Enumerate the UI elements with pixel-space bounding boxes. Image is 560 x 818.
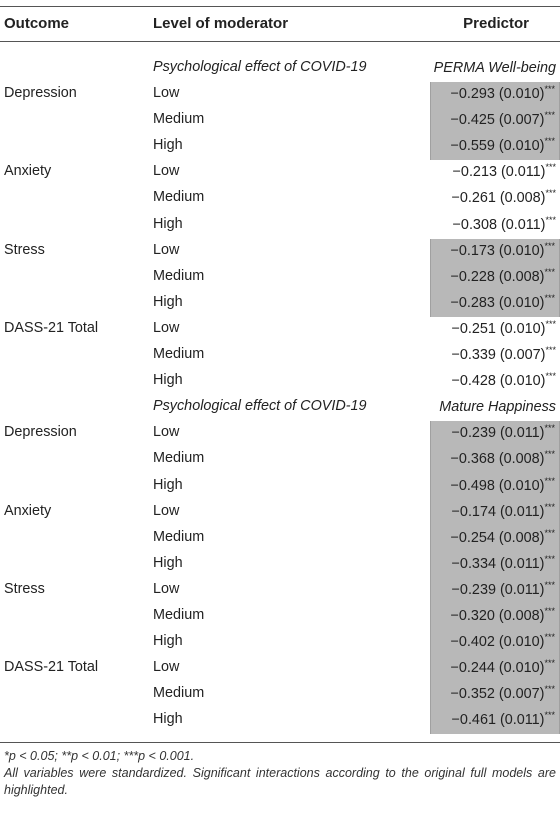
predictor-cell	[430, 160, 560, 186]
significance-stars: ***	[544, 632, 555, 643]
table-row	[0, 421, 560, 447]
predictor-cell	[430, 134, 560, 160]
level-cell: Medium	[153, 346, 205, 363]
coefficient-value: −0.228 (0.008)	[450, 268, 545, 285]
table-row	[0, 604, 560, 630]
significance-stars: ***	[544, 475, 555, 486]
coefficient-value: −0.239 (0.011)	[451, 425, 545, 442]
significance-stars: ***	[544, 553, 555, 564]
table-row	[0, 317, 560, 343]
table-row	[0, 500, 560, 526]
predictor-cell	[430, 552, 560, 578]
coefficient-value: −0.308 (0.011)	[452, 216, 546, 233]
table-row	[0, 552, 560, 578]
coefficient-value: −0.213 (0.011)	[452, 164, 546, 181]
outcome-cell: Anxiety	[4, 163, 52, 180]
table-notes	[4, 748, 556, 799]
level-cell: Medium	[153, 450, 205, 467]
table-row	[0, 526, 560, 552]
significance-stars: ***	[545, 188, 556, 199]
predictor-cell	[430, 630, 560, 656]
significance-stars: ***	[544, 136, 555, 147]
predictor-cell	[430, 213, 560, 239]
level-cell: High	[153, 711, 183, 728]
table-row	[0, 291, 560, 317]
level-cell: Low	[153, 85, 180, 102]
predictor-cell	[430, 447, 560, 473]
section-row	[0, 56, 560, 82]
level-cell: Medium	[153, 528, 205, 545]
coefficient-value: −0.261 (0.008)	[451, 190, 546, 207]
table-row	[0, 160, 560, 186]
predictor-cell	[430, 578, 560, 604]
significance-stars: ***	[544, 293, 555, 304]
coefficient-value: −0.425 (0.007)	[450, 112, 545, 129]
outcome-cell: DASS-21 Total	[4, 319, 99, 336]
table-row	[0, 213, 560, 239]
coefficient-value: −0.402 (0.010)	[450, 634, 545, 651]
outcome-cell: Depression	[4, 424, 77, 441]
table-row	[0, 578, 560, 604]
level-cell: Medium	[153, 111, 205, 128]
significance-stars: ***	[544, 423, 555, 434]
significance-stars: ***	[545, 345, 556, 356]
significance-stars: ***	[545, 319, 556, 330]
coefficient-value: −0.239 (0.011)	[451, 581, 545, 598]
outcome-cell: Anxiety	[4, 502, 52, 519]
significance-stars: ***	[545, 162, 556, 173]
level-cell: High	[153, 372, 183, 389]
significance-stars: ***	[544, 501, 555, 512]
level-cell: Low	[153, 319, 180, 336]
significance-stars: ***	[544, 266, 555, 277]
significance-stars: ***	[544, 710, 555, 721]
significance-stars: ***	[544, 580, 555, 591]
level-cell: High	[153, 633, 183, 650]
level-cell: High	[153, 215, 183, 232]
level-cell: High	[153, 554, 183, 571]
bottom-rule	[0, 742, 560, 743]
table-row	[0, 134, 560, 160]
coefficient-value: −0.498 (0.010)	[450, 477, 545, 494]
coefficient-value: −0.283 (0.010)	[450, 294, 545, 311]
table-row	[0, 369, 560, 395]
predictor-cell	[430, 656, 560, 682]
level-cell: Low	[153, 424, 180, 441]
coefficient-value: −0.334 (0.011)	[451, 555, 545, 572]
level-cell: Medium	[153, 189, 205, 206]
significance-stars: ***	[544, 527, 555, 538]
description-note: All variables were standardized. Significant interactions according to the original full models are highlighted.	[4, 766, 556, 797]
level-cell: Medium	[153, 267, 205, 284]
table-row	[0, 108, 560, 134]
significance-stars: ***	[544, 240, 555, 251]
significance-stars: ***	[544, 684, 555, 695]
header-outcome: Outcome	[4, 15, 70, 32]
level-cell: Medium	[153, 685, 205, 702]
predictor-cell	[430, 421, 560, 447]
coefficient-value: −0.320 (0.008)	[450, 607, 545, 624]
predictor-cell	[430, 82, 560, 108]
significance-stars: ***	[545, 371, 556, 382]
coefficient-value: −0.293 (0.010)	[450, 86, 545, 103]
table-row	[0, 186, 560, 212]
level-cell: High	[153, 476, 183, 493]
table-row	[0, 239, 560, 265]
predictor-cell	[430, 108, 560, 134]
predictor-cell	[430, 500, 560, 526]
outcome-cell: Depression	[4, 85, 77, 102]
significance-stars: ***	[544, 658, 555, 669]
significance-stars: ***	[545, 214, 556, 225]
predictor-cell	[430, 526, 560, 552]
predictor-cell	[430, 317, 560, 343]
predictor-cell	[430, 343, 560, 369]
predictor-cell	[430, 474, 560, 500]
coefficient-value: −0.428 (0.010)	[451, 373, 546, 390]
header-predictor: Predictor	[463, 15, 529, 32]
level-cell: High	[153, 293, 183, 310]
coefficient-value: −0.559 (0.010)	[450, 138, 545, 155]
level-cell: Medium	[153, 606, 205, 623]
coefficient-value: −0.339 (0.007)	[451, 347, 546, 364]
predictor-cell	[430, 239, 560, 265]
table-row	[0, 682, 560, 708]
coefficient-value: −0.173 (0.010)	[450, 242, 545, 259]
section-moderator: Psychological effect of COVID-19	[153, 398, 367, 415]
table-row	[0, 82, 560, 108]
header-level: Level of moderator	[153, 15, 289, 32]
level-cell: Low	[153, 502, 180, 519]
predictor-cell	[430, 291, 560, 317]
coefficient-value: −0.244 (0.010)	[450, 660, 545, 677]
table-row	[0, 630, 560, 656]
level-cell: Low	[153, 659, 180, 676]
outcome-cell: Stress	[4, 580, 45, 597]
coefficient-value: −0.368 (0.008)	[450, 451, 545, 468]
predictor-cell	[430, 708, 560, 734]
predictor-cell	[430, 682, 560, 708]
section-predictor: PERMA Well-being	[433, 60, 556, 76]
table-row	[0, 708, 560, 734]
header-rule	[0, 41, 560, 42]
predictor-cell	[430, 186, 560, 212]
predictor-cell	[430, 369, 560, 395]
predictor-cell	[430, 604, 560, 630]
level-cell: Low	[153, 163, 180, 180]
section-predictor: Mature Happiness	[439, 399, 556, 416]
table-body	[0, 56, 560, 734]
level-cell: Low	[153, 241, 180, 258]
coefficient-value: −0.254 (0.008)	[450, 529, 545, 546]
significance-stars: ***	[544, 110, 555, 121]
predictor-cell	[430, 265, 560, 291]
coefficient-value: −0.174 (0.011)	[451, 503, 545, 520]
outcome-cell: Stress	[4, 241, 45, 258]
table-row	[0, 447, 560, 473]
significance-stars: ***	[544, 84, 555, 95]
table-row	[0, 656, 560, 682]
coefficient-value: −0.251 (0.010)	[451, 320, 546, 337]
outcome-cell: DASS-21 Total	[4, 659, 99, 676]
level-cell: High	[153, 137, 183, 154]
significance-stars: ***	[544, 449, 555, 460]
table-row	[0, 474, 560, 500]
section-row	[0, 395, 560, 421]
coefficient-value: −0.461 (0.011)	[451, 712, 545, 729]
section-moderator: Psychological effect of COVID-19	[153, 59, 367, 75]
table-row	[0, 343, 560, 369]
significance-stars: ***	[544, 606, 555, 617]
table-row	[0, 265, 560, 291]
level-cell: Low	[153, 580, 180, 597]
coefficient-value: −0.352 (0.007)	[450, 686, 545, 703]
table-header	[0, 7, 560, 41]
significance-note: *p < 0.05; **p < 0.01; ***p < 0.001.	[4, 749, 195, 763]
